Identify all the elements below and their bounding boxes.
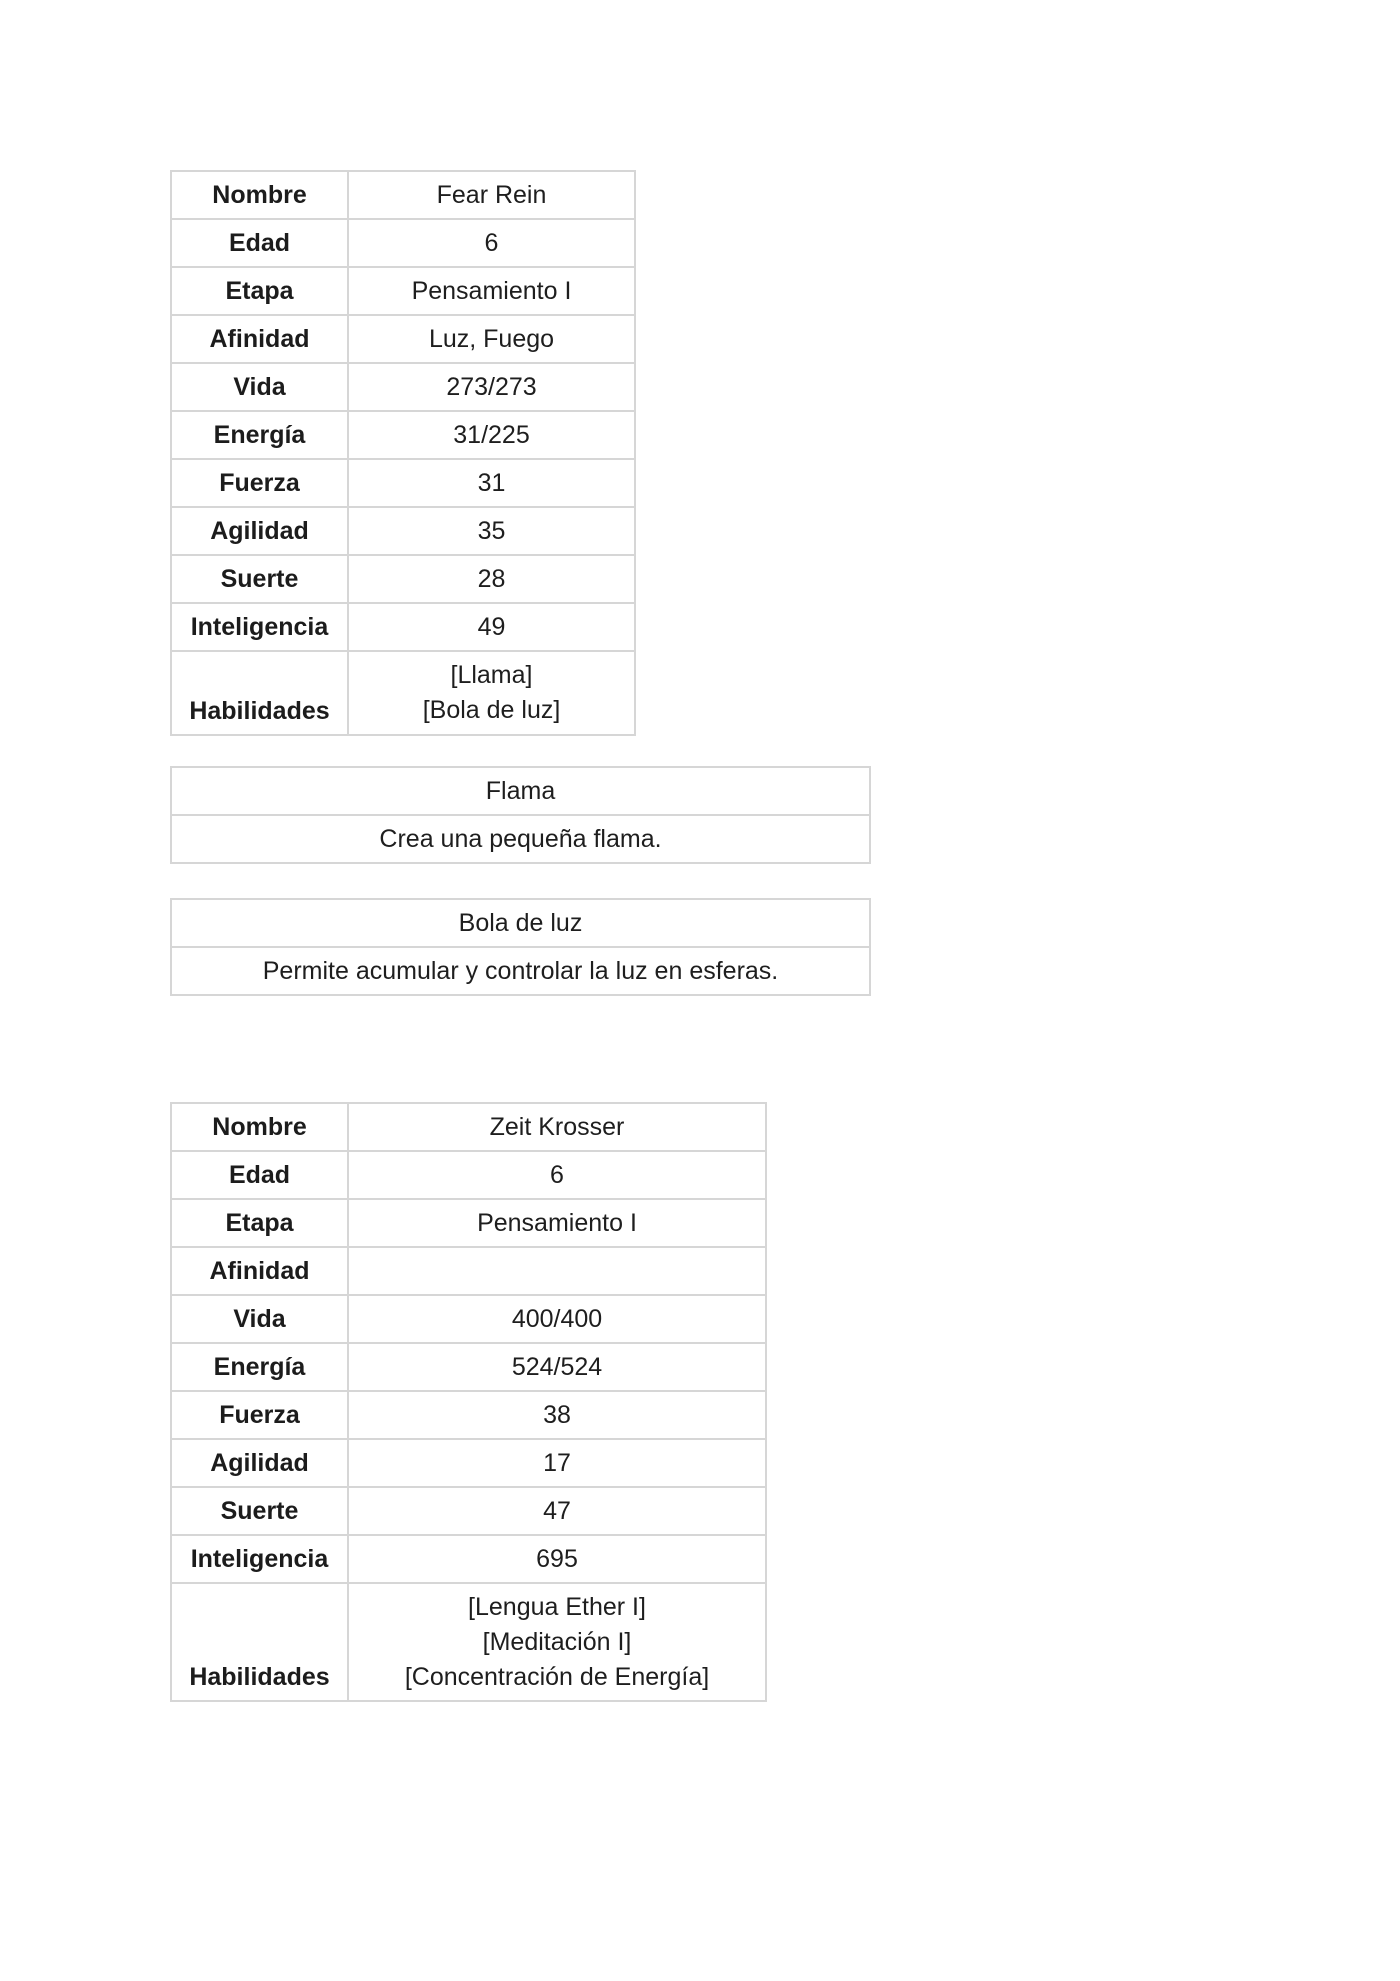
stat-label: Afinidad [171,1247,348,1295]
stat-label: Energía [171,411,348,459]
stat-label: Agilidad [171,1439,348,1487]
stat-value: 6 [348,219,635,267]
stat-value: Fear Rein [348,171,635,219]
stat-label: Etapa [171,1199,348,1247]
stat-row-agilidad [171,1439,766,1487]
ability-description: Crea una pequeña flama. [171,815,870,863]
ability-description: Permite acumular y controlar la luz en esferas. [171,947,870,995]
stat-value: 47 [348,1487,766,1535]
stat-row-habilidades [171,1583,766,1701]
stat-label: Afinidad [171,315,348,363]
skill-item: [Llama] [450,661,533,689]
ability-name: Bola de luz [171,899,870,947]
stat-row-suerte [171,555,635,603]
stat-label: Energía [171,1343,348,1391]
stat-row-energia [171,1343,766,1391]
stat-value: 17 [348,1439,766,1487]
stat-row-suerte [171,1487,766,1535]
stat-label: Agilidad [171,507,348,555]
stat-row-fuerza [171,1391,766,1439]
stat-row-nombre [171,171,635,219]
skills-label: Habilidades [171,651,348,735]
skill-item: [Bola de luz] [422,696,561,724]
stat-label: Edad [171,1151,348,1199]
stat-row-nombre [171,1103,766,1151]
stat-value: 38 [348,1391,766,1439]
stat-row-etapa [171,267,635,315]
stat-value: 31 [348,459,635,507]
stat-label: Etapa [171,267,348,315]
stat-label: Edad [171,219,348,267]
ability-card-flama [170,766,871,864]
character-sheet-fear-rein [170,170,636,736]
stat-label: Inteligencia [171,603,348,651]
skills-list [348,651,635,735]
stat-row-edad [171,1151,766,1199]
stat-value: Pensamiento I [348,267,635,315]
stat-row-habilidades [171,651,635,735]
stat-row-vida [171,1295,766,1343]
skill-item: [Meditación I] [482,1627,632,1656]
stat-row-agilidad [171,507,635,555]
stat-value: 273/273 [348,363,635,411]
stat-row-edad [171,219,635,267]
stat-label: Fuerza [171,1391,348,1439]
stat-label: Vida [171,363,348,411]
stat-label: Fuerza [171,459,348,507]
stat-row-inteligencia [171,603,635,651]
stat-row-afinidad [171,1247,766,1295]
stat-row-fuerza [171,459,635,507]
stat-value: 31/225 [348,411,635,459]
stat-row-etapa [171,1199,766,1247]
stat-value: 695 [348,1535,766,1583]
stat-row-afinidad [171,315,635,363]
stat-label: Vida [171,1295,348,1343]
skill-item: [Lengua Ether I] [468,1592,646,1621]
skills-label: Habilidades [171,1583,348,1701]
stat-value: 400/400 [348,1295,766,1343]
stat-row-energia [171,411,635,459]
stat-label: Inteligencia [171,1535,348,1583]
stat-label: Nombre [171,171,348,219]
stat-value [348,1247,766,1295]
stat-value: Pensamiento I [348,1199,766,1247]
stat-row-vida [171,363,635,411]
stat-value: Luz, Fuego [348,315,635,363]
stat-value: 524/524 [348,1343,766,1391]
stat-label: Nombre [171,1103,348,1151]
stat-value: 6 [348,1151,766,1199]
stat-value: 35 [348,507,635,555]
stat-row-inteligencia [171,1535,766,1583]
skill-item: [Concentración de Energía] [404,1662,710,1691]
stat-value: 49 [348,603,635,651]
stat-label: Suerte [171,1487,348,1535]
ability-card-bola-de-luz [170,898,871,996]
skills-list [348,1583,766,1701]
stat-value: 28 [348,555,635,603]
ability-name: Flama [171,767,870,815]
character-sheet-zeit-krosser [170,1102,767,1702]
stat-value: Zeit Krosser [348,1103,766,1151]
stat-label: Suerte [171,555,348,603]
